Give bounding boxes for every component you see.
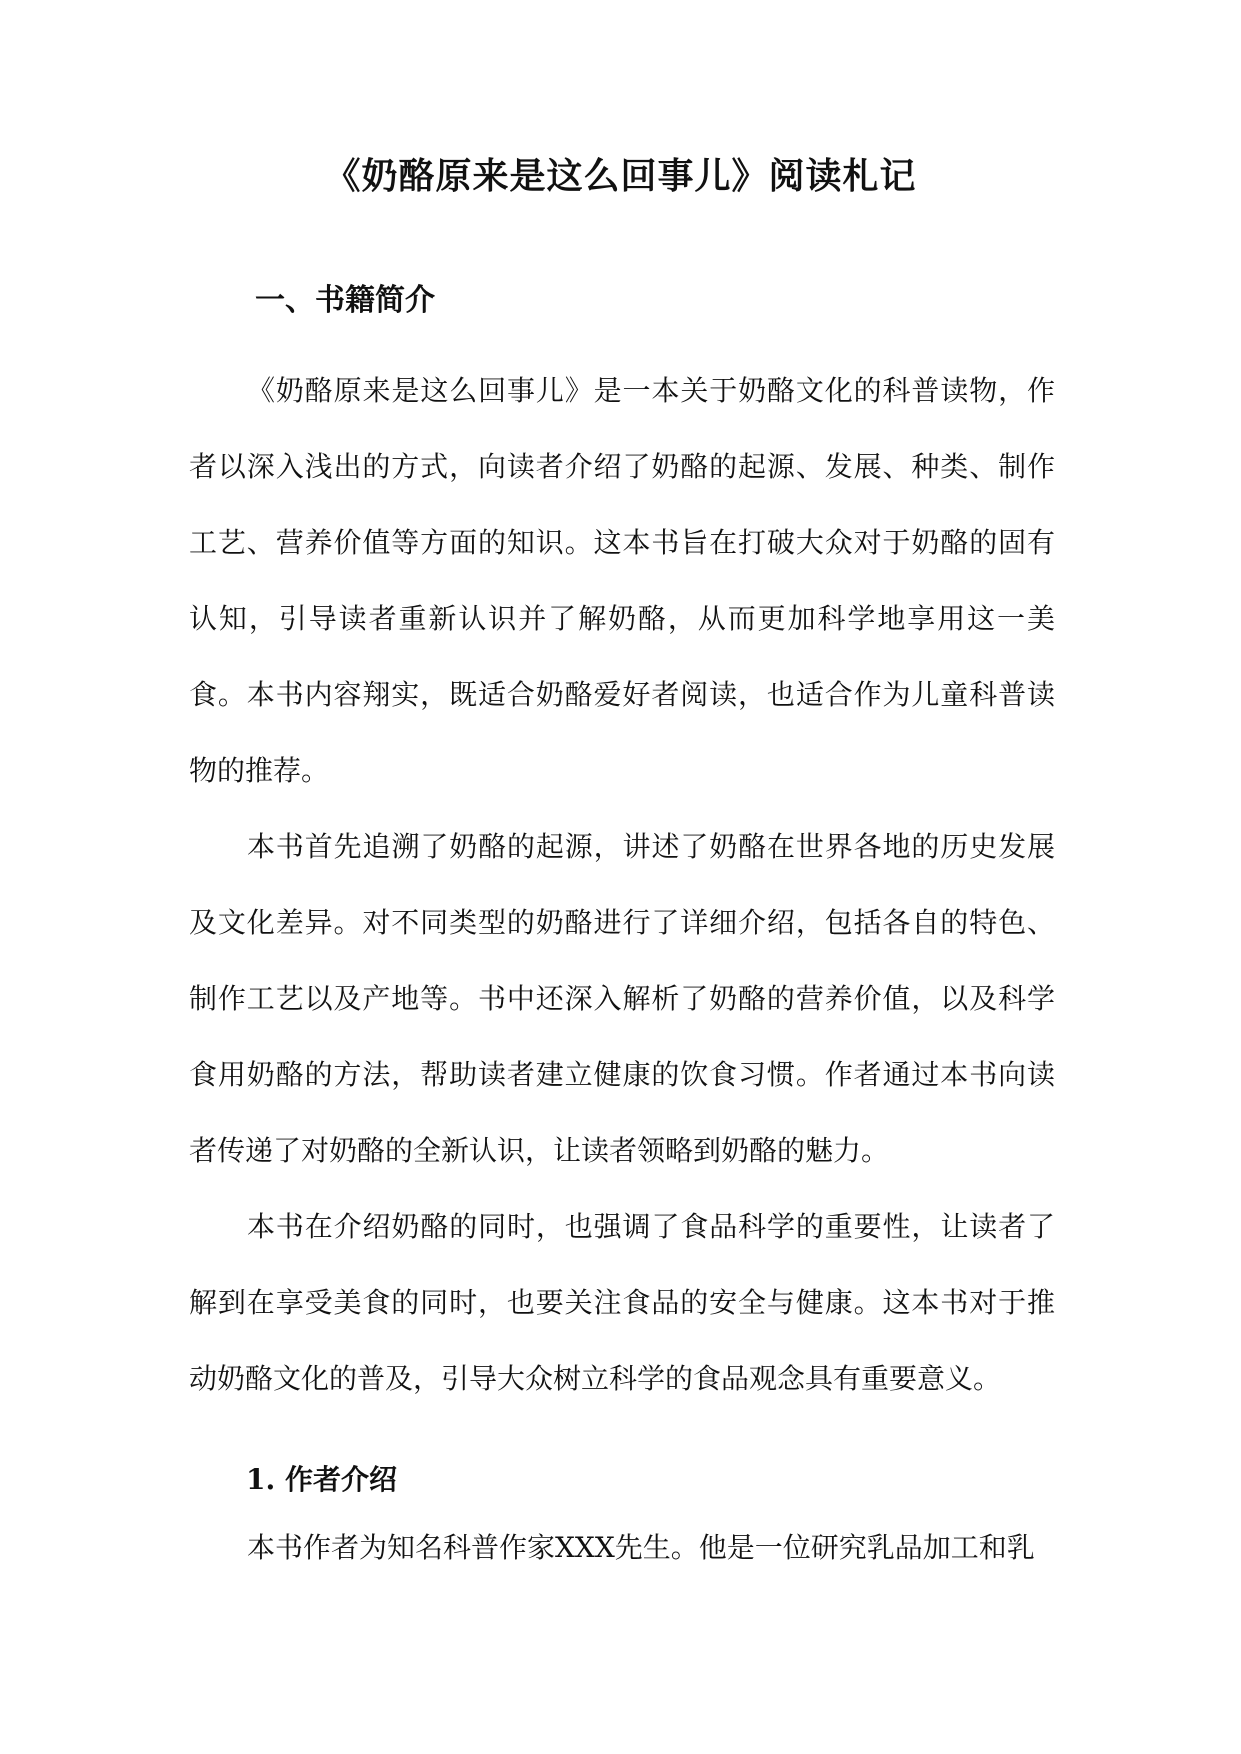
paragraph-intro-1: 《奶酪原来是这么回事儿》是一本关于奶酪文化的科普读物，作者以深入浅出的方式，向读者介绍了奶酪的起源、发展、种类、制作工艺、营养价值等方面的知识。这本书旨在打破大众对于奶酪的固有认知，引导读者重新认识并了解奶酪，从而更加科学地享用这一美食。本书内容翔实，既适合奶酪爱好者阅读，也适合作为儿童科普读物的推荐。 [189,374,1055,787]
paragraph-author-1: 本书作者为知名科普作家XXX先生。他是一位研究乳品加工和乳 [247,1531,1035,1564]
document-title: 《奶酪原来是这么回事儿》阅读札记 [324,155,917,197]
subsection-heading-author: 1. 作者介绍 [246,1463,397,1496]
section-heading-book-intro: 一、书籍简介 [255,283,435,318]
paragraph-intro-2: 本书首先追溯了奶酪的起源，讲述了奶酪在世界各地的历史发展及文化差异。对不同类型的奶酪进行了详细介绍，包括各自的特色、制作工艺以及产地等。书中还深入解析了奶酪的营养价值，以及科学食用奶酪的方法，帮助读者建立健康的饮食习惯。作者通过本书向读者传递了对奶酪的全新认识，让读者领略到奶酪的魅力。 [189,830,1055,1167]
paragraph-intro-3: 本书在介绍奶酪的同时，也强调了食品科学的重要性，让读者了解到在享受美食的同时，也要关注食品的安全与健康。这本书对于推动奶酪文化的普及，引导大众树立科学的食品观念具有重要意义。 [189,1210,1055,1395]
